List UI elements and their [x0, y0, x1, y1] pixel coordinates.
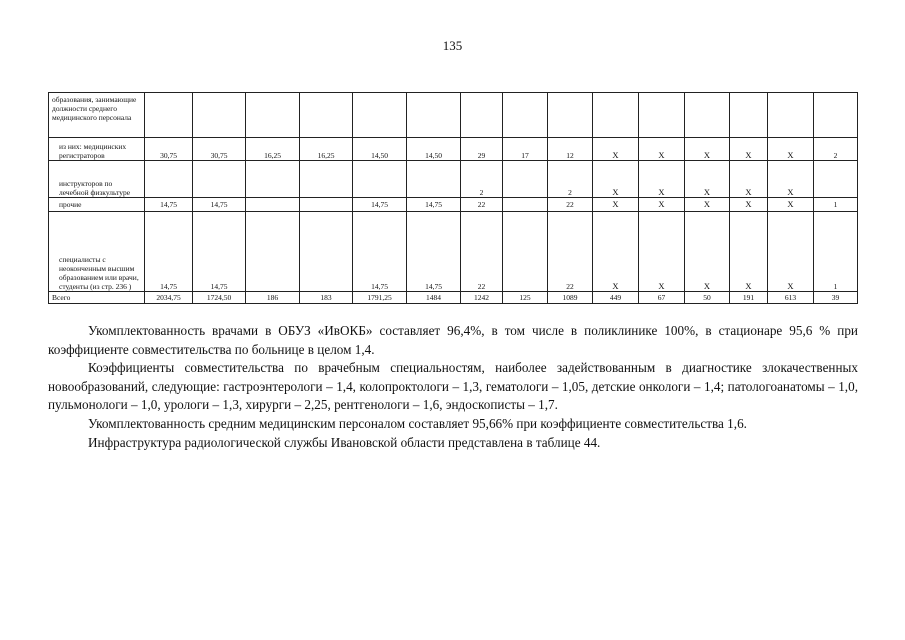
- table-row: [49, 93, 858, 138]
- table-cell: 2: [814, 138, 858, 161]
- table-cell: 1724,50: [193, 292, 246, 304]
- staffing-table: [48, 92, 858, 304]
- table-cell: X: [639, 198, 685, 212]
- table-cell: X: [730, 198, 768, 212]
- row-label: прочие: [49, 198, 145, 212]
- table-cell: 14,75: [353, 198, 407, 212]
- table-cell: [407, 161, 461, 198]
- table-cell: 22: [548, 212, 593, 292]
- row-label: инструкторов по лечебной физкультуре: [49, 161, 145, 198]
- table-cell: 12: [548, 138, 593, 161]
- table-cell: X: [768, 161, 814, 198]
- table-cell: 1: [814, 212, 858, 292]
- table-cell: [300, 161, 353, 198]
- table-row: [49, 292, 858, 304]
- page-number: 135: [442, 38, 463, 53]
- table-cell: [639, 93, 685, 138]
- table-cell: 14,75: [407, 212, 461, 292]
- table-cell: 16,25: [246, 138, 300, 161]
- table-cell: X: [593, 212, 639, 292]
- table-cell: 449: [593, 292, 639, 304]
- table-cell: X: [685, 198, 730, 212]
- table-cell: 191: [730, 292, 768, 304]
- table-cell: [246, 198, 300, 212]
- table-cell: [300, 93, 353, 138]
- paragraph: Укомплектованность врачами в ОБУЗ «ИвОКБ» составляет 96,4%, в том числе в поликлинике 100%, в стационаре 95,6 % при коэффициенте совместительства по больнице в целом 1,4.: [48, 323, 858, 357]
- table-cell: X: [639, 138, 685, 161]
- table-row: [49, 198, 858, 212]
- table-cell: 22: [461, 212, 503, 292]
- table-cell: 22: [461, 198, 503, 212]
- table-cell: 125: [503, 292, 548, 304]
- table-cell: X: [768, 198, 814, 212]
- table-cell: X: [730, 161, 768, 198]
- table-cell: X: [685, 161, 730, 198]
- table-cell: 186: [246, 292, 300, 304]
- table-cell: 1242: [461, 292, 503, 304]
- table-cell: [246, 161, 300, 198]
- body-text: [48, 322, 858, 452]
- table-cell: 14,75: [353, 212, 407, 292]
- table-row: [49, 138, 858, 161]
- table-cell: [730, 93, 768, 138]
- table-cell: X: [639, 212, 685, 292]
- table-cell: X: [730, 138, 768, 161]
- table-cell: [193, 161, 246, 198]
- paragraph: Укомплектованность средним медицинским персоналом составляет 95,66% при коэффициенте совместительства 1,6.: [88, 415, 747, 431]
- table-cell: 2: [461, 161, 503, 198]
- table-cell: [300, 212, 353, 292]
- table-cell: 613: [768, 292, 814, 304]
- table-row: [49, 212, 858, 292]
- table-cell: [353, 93, 407, 138]
- table-cell: 14,75: [145, 212, 193, 292]
- table-cell: 183: [300, 292, 353, 304]
- paragraph: Инфраструктура радиологической службы Ивановской области представлена в таблице 44.: [88, 434, 601, 450]
- table-cell: 14,75: [407, 198, 461, 212]
- table-cell: [353, 161, 407, 198]
- table-cell: X: [685, 212, 730, 292]
- table-row: [49, 161, 858, 198]
- table-cell: 2034,75: [145, 292, 193, 304]
- table-cell: X: [639, 161, 685, 198]
- table-cell: X: [593, 161, 639, 198]
- table-cell: 14,50: [407, 138, 461, 161]
- table-cell: [503, 212, 548, 292]
- row-label: из них: медицинских регистраторов: [49, 138, 145, 161]
- table-cell: 22: [548, 198, 593, 212]
- table-cell: [548, 93, 593, 138]
- table-cell: [768, 93, 814, 138]
- table-cell: 14,50: [353, 138, 407, 161]
- table-cell: 2: [548, 161, 593, 198]
- row-label: Всего: [49, 292, 145, 304]
- table-cell: 1089: [548, 292, 593, 304]
- table-cell: [814, 93, 858, 138]
- table-cell: [461, 93, 503, 138]
- table-cell: 1484: [407, 292, 461, 304]
- table-cell: 14,75: [193, 212, 246, 292]
- table-cell: [246, 93, 300, 138]
- table-cell: [503, 93, 548, 138]
- table-cell: [145, 93, 193, 138]
- table-cell: X: [730, 212, 768, 292]
- table-cell: [300, 198, 353, 212]
- table-cell: 30,75: [145, 138, 193, 161]
- table-cell: 39: [814, 292, 858, 304]
- table-cell: X: [685, 138, 730, 161]
- table-cell: X: [593, 198, 639, 212]
- table-cell: 16,25: [300, 138, 353, 161]
- table-cell: 17: [503, 138, 548, 161]
- table-cell: 67: [639, 292, 685, 304]
- row-label: специалисты с неоконченным высшим образованием или врачи, студенты (из стр. 236 ): [49, 212, 145, 292]
- table-cell: 14,75: [145, 198, 193, 212]
- paragraph: Коэффициенты совместительства по врачебным специальностям, наиболее задействованным в диагностике злокачественных новообразований, следующие: гастроэнтерологи – 1,4, колопроктологи – 1,3, гематологи – 1,05, детские онкологи – 1,4; патологоанатомы – 1,0, пульмонологи – 1,0, урологи – 1,3, хирурги – 2,25, рентгенологи – 1,6, эндоскописты – 1,7.: [48, 360, 858, 413]
- table-cell: [593, 93, 639, 138]
- table-cell: [503, 161, 548, 198]
- table-cell: [246, 212, 300, 292]
- table-cell: 50: [685, 292, 730, 304]
- table-cell: 30,75: [193, 138, 246, 161]
- table-cell: X: [593, 138, 639, 161]
- table-cell: [685, 93, 730, 138]
- table-cell: [145, 161, 193, 198]
- table-cell: [503, 198, 548, 212]
- table-cell: [814, 161, 858, 198]
- table-cell: X: [768, 212, 814, 292]
- row-label: образования, занимающие должности среднего медицинского персонала: [49, 93, 145, 138]
- table-cell: 14,75: [193, 198, 246, 212]
- table-cell: [193, 93, 246, 138]
- table-cell: 1791,25: [353, 292, 407, 304]
- table-cell: X: [768, 138, 814, 161]
- table-cell: 29: [461, 138, 503, 161]
- table-cell: 1: [814, 198, 858, 212]
- table-cell: [407, 93, 461, 138]
